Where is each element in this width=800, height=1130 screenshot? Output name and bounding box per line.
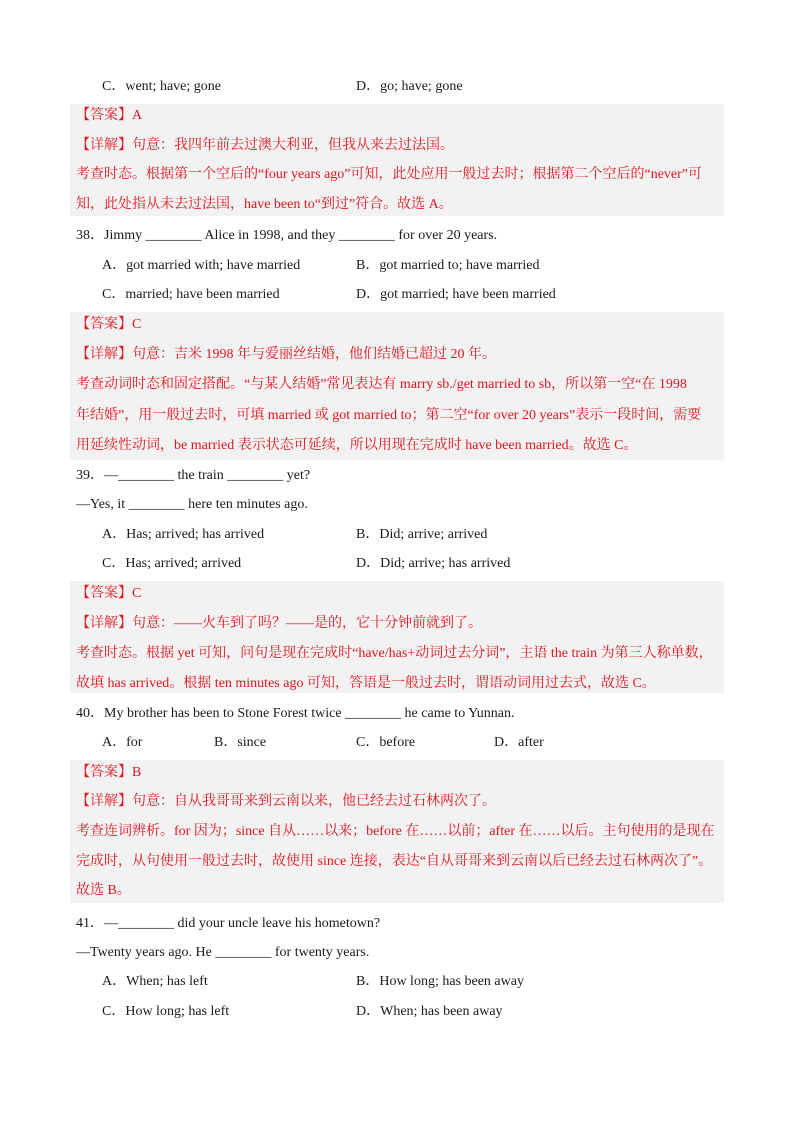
q41-option-b: B．How long; has been away (356, 974, 524, 989)
q40-option-a: A．for (102, 735, 143, 750)
q37-option-c: C．went; have; gone (102, 79, 221, 94)
q39-option-c: C．Has; arrived; arrived (102, 556, 242, 571)
q41-stem: 41．—________ did your uncle leave his hometown? (76, 916, 381, 931)
q39-answer: 【答案】C (76, 586, 142, 601)
q40-option-c: C．before (356, 735, 416, 750)
q39-stem: 39．—________ the train ________ yet? (76, 468, 311, 483)
q38-stem: 38．Jimmy ________ Alice in 1998, and they ________ for over 20 years. (76, 228, 498, 243)
q40-answer: 【答案】B (76, 765, 142, 780)
q39-option-b: B．Did; arrive; arrived (356, 527, 488, 542)
q38-detail-line: 用延续性动词，be married 表示状态可延续，所以用现在完成时 have been married。故选 C。 (76, 438, 638, 453)
q41-option-a: A．When; has left (102, 974, 208, 989)
q38-option-a: A．got married with; have married (102, 258, 301, 273)
q38-option-b: B．got married to; have married (356, 258, 540, 273)
q41-option-d: D．When; has been away (356, 1004, 503, 1019)
q38-detail-line: 年结婚”，用一般过去时，可填 married 或 got married to；第二空“for over 20 years”表示一段时间，需要 (76, 408, 702, 423)
q40-option-d: D．after (494, 735, 544, 750)
q39-detail-line: 故填 has arrived。根据 ten minutes ago 可知，答语是一般过去时，谓语动词用过去式，故选 C。 (76, 676, 656, 691)
q39-detail-line: 考查时态。根据 yet 可知，问句是现在完成时“have/has+动词过去分词”，主语 the train 为第三人称单数， (76, 646, 713, 661)
q40-detail-line: 故选 B。 (76, 883, 131, 898)
q39-detail-line: 【详解】句意：——火车到了吗？——是的，它十分钟前就到了。 (76, 616, 482, 631)
q37-answer-box (70, 104, 724, 216)
q40-option-b: B．since (214, 735, 267, 750)
q39-answer-box (70, 581, 724, 693)
q40-detail-line: 完成时，从句使用一般过去时，故使用 since 连接，表达“自从哥哥来到云南以后已经去过石林两次了”。 (76, 854, 713, 869)
q40-detail-line: 【详解】句意：自从我哥哥来到云南以来，他已经去过石林两次了。 (76, 794, 496, 809)
q37-detail-line: 考查时态。根据第一个空后的“four years ago”可知，此处应用一般过去时；根据第二个空后的“never”可 (76, 167, 703, 182)
q37-detail-line: 知，此处指从未去过法国，have been to“到过”符合。故选 A。 (76, 197, 453, 212)
q38-answer: 【答案】C (76, 317, 142, 332)
q38-option-d: D．got married; have been married (356, 287, 556, 302)
q37-answer: 【答案】A (76, 108, 143, 123)
q39-stem-reply: —Yes, it ________ here ten minutes ago. (76, 497, 308, 512)
q40-detail-line: 考查连词辨析。for 因为；since 自从……以来；before 在……以前；after 在……以后。主句使用的是现在 (76, 824, 715, 839)
q38-detail-line: 【详解】句意：吉米 1998 年与爱丽丝结婚，他们结婚已超过 20 年。 (76, 347, 496, 362)
q40-answer-box (70, 760, 724, 903)
q37-option-d: D．go; have; gone (356, 79, 463, 94)
q37-detail-line: 【详解】句意：我四年前去过澳大利亚，但我从来去过法国。 (76, 138, 454, 153)
q39-option-d: D．Did; arrive; has arrived (356, 556, 511, 571)
q41-option-c: C．How long; has left (102, 1004, 230, 1019)
q38-option-c: C．married; have been married (102, 287, 280, 302)
q38-detail-line: 考查动词时态和固定搭配。“与某人结婚”常见表达有 marry sb./get married to sb，所以第一空“在 1998 (76, 377, 687, 392)
q40-stem: 40．My brother has been to Stone Forest twice ________ he came to Yunnan. (76, 706, 515, 721)
q38-answer-box (70, 312, 724, 460)
q41-stem-reply: —Twenty years ago. He ________ for twenty years. (76, 945, 370, 960)
q39-option-a: A．Has; arrived; has arrived (102, 527, 265, 542)
